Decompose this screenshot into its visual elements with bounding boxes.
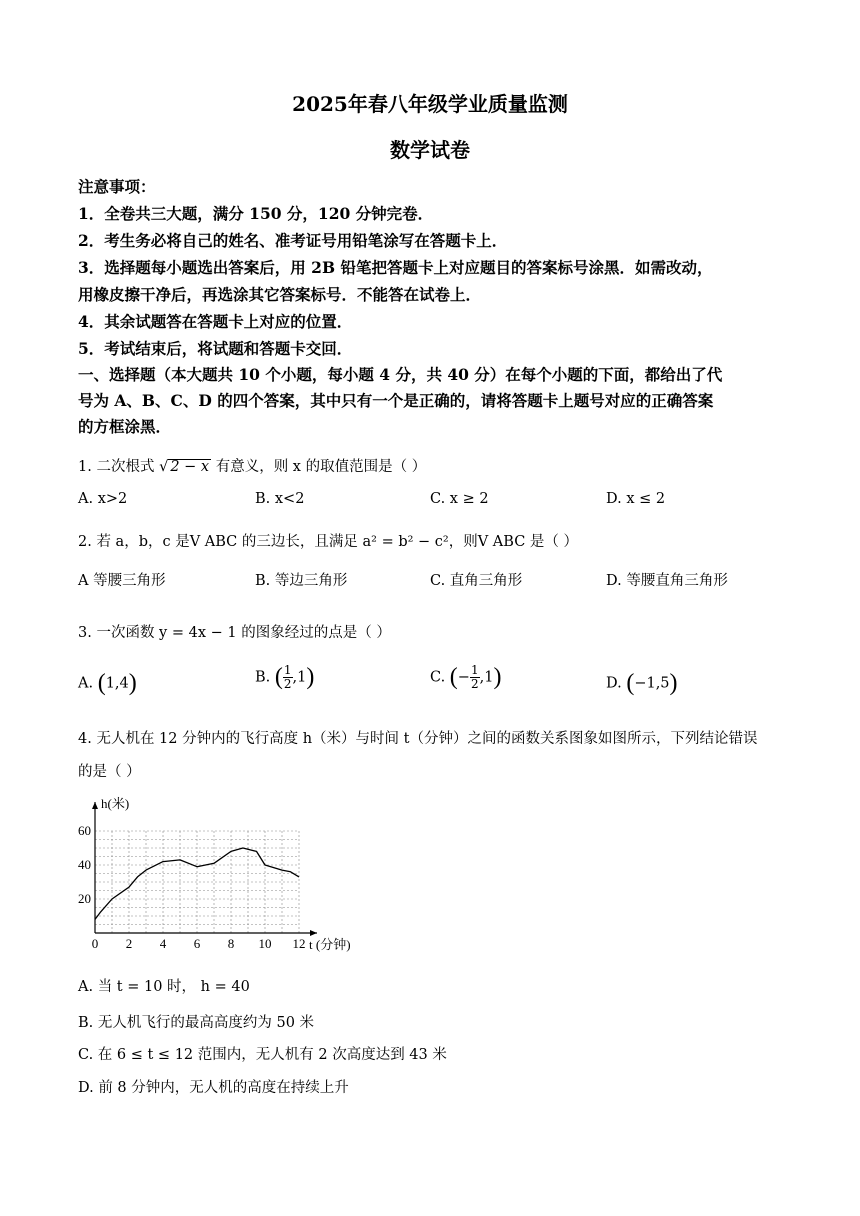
q1-option-b: B. x<2 [255, 491, 305, 507]
note-item-3-cont: 用橡皮擦干净后，再选涂其它答案标号．不能答在试卷上． [78, 285, 482, 304]
x-tick-label: 12 [292, 936, 306, 951]
height-time-chart [70, 790, 370, 965]
section1-instructions-line1: 一、选择题（本大题共 10 个小题，每小题 4 分，共 40 分）在每个小题的下面，都给出了代 [78, 365, 723, 384]
x-tick-label: 8 [227, 936, 235, 951]
x-tick-label: 4 [159, 936, 167, 951]
q2-option-b: B. 等边三角形 [255, 573, 348, 589]
y-tick-label: 40 [78, 857, 91, 872]
q4-option-b: B. 无人机飞行的最高高度约为 50 米 [78, 1015, 315, 1031]
note-item-2: 2．考生务必将自己的姓名、准考证号用铅笔涂写在答题卡上． [78, 231, 508, 250]
q2-option-a: A 等腰三角形 [78, 573, 166, 589]
q3-option-d: D. (−1,5) [606, 670, 678, 696]
q3-c-label: C. [430, 669, 446, 686]
q3-a-content: 1,4 [105, 675, 129, 692]
q1-radicand: 2 − x [170, 459, 210, 475]
q3-a-label: A. [78, 675, 94, 692]
q3-option-a: A. (1,4) [78, 670, 137, 696]
q1-suffix: 有意义，则 x 的取值范围是（ ） [215, 459, 427, 475]
exam-title: 2025年春八年级学业质量监测 [292, 92, 568, 116]
sqrt-symbol: √ [159, 459, 169, 475]
q3-d-label: D. [606, 675, 622, 692]
q3-b-label: B. [255, 669, 271, 686]
x-axis-arrow [310, 930, 317, 936]
q4-option-c: C. 在 6 ≤ t ≤ 12 范围内，无人机有 2 次高度达到 43 米 [78, 1047, 447, 1063]
question-3: 3. 一次函数 y = 4x − 1 的图象经过的点是（ ） [78, 625, 391, 641]
q1-option-c: C. x ≥ 2 [430, 491, 489, 507]
q4-option-a: A. 当 t = 10 时， h = 40 [78, 979, 250, 995]
q1-option-a: A. x>2 [78, 491, 128, 507]
x-axis-label: t (分钟) [309, 937, 351, 952]
q3-option-b: B. ( $\frac{1}{2}$ ,1) [255, 663, 315, 691]
section1-instructions-line3: 的方框涂黑． [78, 417, 172, 436]
x-tick-label: 0 [91, 936, 99, 951]
y-tick-label: 60 [78, 823, 91, 838]
q3-c-fraction: $\frac{1}{2}$ [470, 663, 479, 691]
q3-option-c: C. (− $\frac{1}{2}$ ,1) [430, 663, 502, 691]
y-tick-label: 20 [78, 891, 91, 906]
q2-option-d: D. 等腰直角三角形 [606, 573, 728, 589]
x-tick-label: 6 [193, 936, 201, 951]
x-tick-label: 10 [258, 936, 272, 951]
note-item-5: 5．考试结束后，将试题和答题卡交回． [78, 339, 353, 358]
section1-instructions-line2: 号为 A、B、C、D 的四个答案，其中只有一个是正确的，请将答题卡上题号对应的正确答案 [78, 391, 714, 410]
y-axis-label: h(米) [101, 796, 130, 811]
note-item-4: 4．其余试题答在答题卡上对应的位置． [78, 312, 353, 331]
x-tick-label: 2 [125, 936, 133, 951]
notes-heading: 注意事项： [78, 177, 156, 196]
y-axis-arrow [92, 802, 98, 809]
q3-d-content: −1,5 [634, 675, 670, 692]
q3-b-fraction: $\frac{1}{2}$ [283, 663, 292, 691]
question-2: 2. 若 a，b，c 是V ABC 的三边长，且满足 a² = b² − c²，则V ABC 是（ ） [78, 534, 579, 550]
note-item-1: 1．全卷共三大题，满分 150 分，120 分钟完卷． [78, 204, 434, 223]
question-1 [78, 455, 426, 476]
q1-prefix: 1. 二次根式 [78, 459, 155, 475]
question-4-line2: 的是（ ） [78, 764, 141, 780]
exam-subtitle: 数学试卷 [390, 138, 470, 162]
note-item-3: 3．选择题每小题选出答案后，用 2B 铅笔把答题卡上对应题目的答案标号涂黑．如需改动， [78, 258, 713, 277]
question-4-line1: 4. 无人机在 12 分钟内的飞行高度 h（米）与时间 t（分钟）之间的函数关系图象如图所示，下列结论错误 [78, 731, 758, 747]
q1-option-d: D. x ≤ 2 [606, 491, 666, 507]
q4-option-d: D. 前 8 分钟内，无人机的高度在持续上升 [78, 1080, 349, 1096]
q2-option-c: C. 直角三角形 [430, 573, 523, 589]
